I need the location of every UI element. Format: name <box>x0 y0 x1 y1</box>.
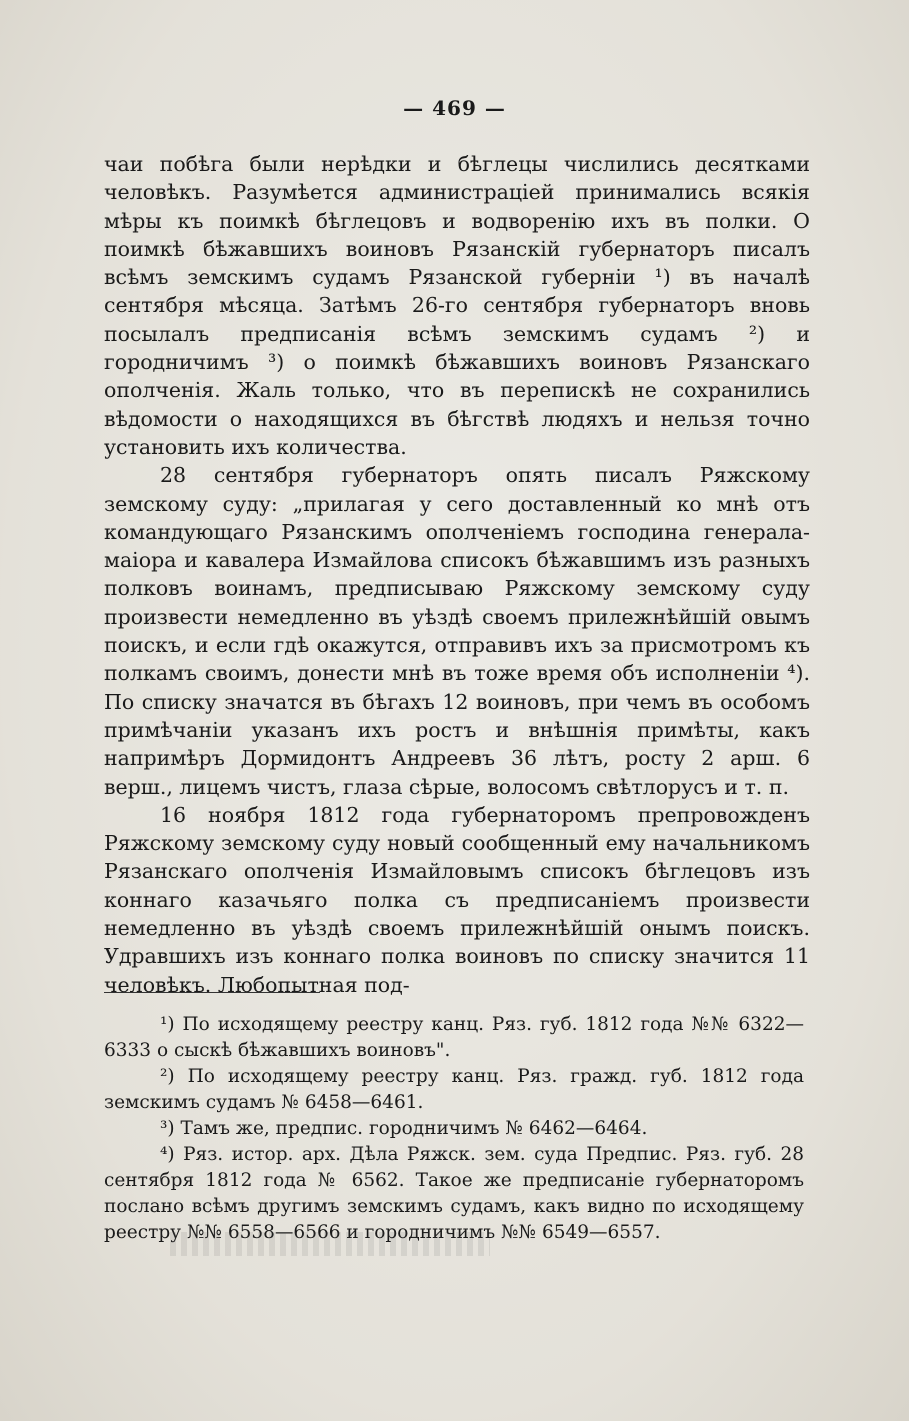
paragraph-1: чаи побѣга были нерѣдки и бѣглецы числились десятками человѣкъ. Разумѣется администраціей принимались всякія мѣры къ поимкѣ бѣглецовъ и водворенію ихъ въ полки. О поимкѣ бѣжавшихъ воиновъ Рязанскій губернаторъ писалъ всѣмъ земскимъ судамъ Рязанской губерніи ¹) въ началѣ сентября мѣсяца. Затѣмъ 26-го сентября губернаторъ вновь посылалъ предписанія всѣмъ земскимъ судамъ ²) и городничимъ ³) о поимкѣ бѣжавшихъ воиновъ Рязанскаго ополченія. Жаль только, что въ перепискѣ не сохранились вѣдомости о находящихся въ бѣгствѣ людяхъ и нельзя точно установить ихъ количества. <box>104 152 810 459</box>
main-text <box>104 150 810 999</box>
show-through-mark <box>170 1232 490 1256</box>
footnote-4: ⁴) Ряз. истор. арх. Дѣла Ряжск. зем. суда Предпис. Ряз. губ. 28 сентября 1812 года № 6562. Такое же предписаніе губернаторомъ послано всѣмъ другимъ земскимъ судамъ, какъ видно по исходящему реестру №№ 6558—6566 и городничимъ №№ 6549—6557. <box>104 1144 804 1243</box>
footnote-1: ¹) По исходящему реестру канц. Ряз. губ. 1812 года №№ 6322—6333 о сыскѣ бѣжавшихъ воиновъ". <box>104 1014 804 1061</box>
footnotes <box>104 1012 804 1246</box>
footnote-3: ³) Тамъ же, предпис. городничимъ № 6462—6464. <box>160 1118 648 1139</box>
footnote-divider <box>104 992 320 993</box>
page-number: — 469 — <box>403 96 506 120</box>
paragraph-3: 16 ноября 1812 года губернаторомъ препровожденъ Ряжскому земскому суду новый сообщенный ему начальникомъ Рязанскаго ополченія Измайловымъ списокъ бѣглецовъ изъ коннаго казачьяго полка съ предписаніемъ произвести немедленно въ уѣздѣ своемъ прилежнѣйшій онымъ поискъ. Удравшихъ изъ коннаго полка воиновъ по списку значится 11 человѣкъ. Любопытная под- <box>104 802 810 997</box>
paragraph-2: 28 сентября губернаторъ опять писалъ Ряжскому земскому суду: „прилагая у сего доставленный ко мнѣ отъ командующаго Рязанскимъ ополченіемъ господина генерала-маіора и кавалера Измайлова списокъ бѣжавшимъ изъ разныхъ полковъ воинамъ, предписываю Ряжскому земскому суду произвести немедленно въ уѣздѣ своемъ прилежнѣйшій овымъ поискъ, и если гдѣ окажутся, отправивъ ихъ за присмотромъ къ полкамъ своимъ, донести мнѣ въ тоже время объ исполненіи ⁴). По списку значатся въ бѣгахъ 12 воиновъ, при чемъ въ особомъ примѣчаніи указанъ ихъ ростъ и внѣшнія примѣты, какъ напримѣръ Дормидонтъ Андреевъ 36 лѣтъ, росту 2 арш. 6 верш., лицемъ чистъ, глаза сѣрые, волосомъ свѣтлорусъ и т. п. <box>104 463 810 799</box>
footnote-2: ²) По исходящему реестру канц. Ряз. гражд. губ. 1812 года земскимъ судамъ № 6458—6461. <box>104 1066 804 1113</box>
